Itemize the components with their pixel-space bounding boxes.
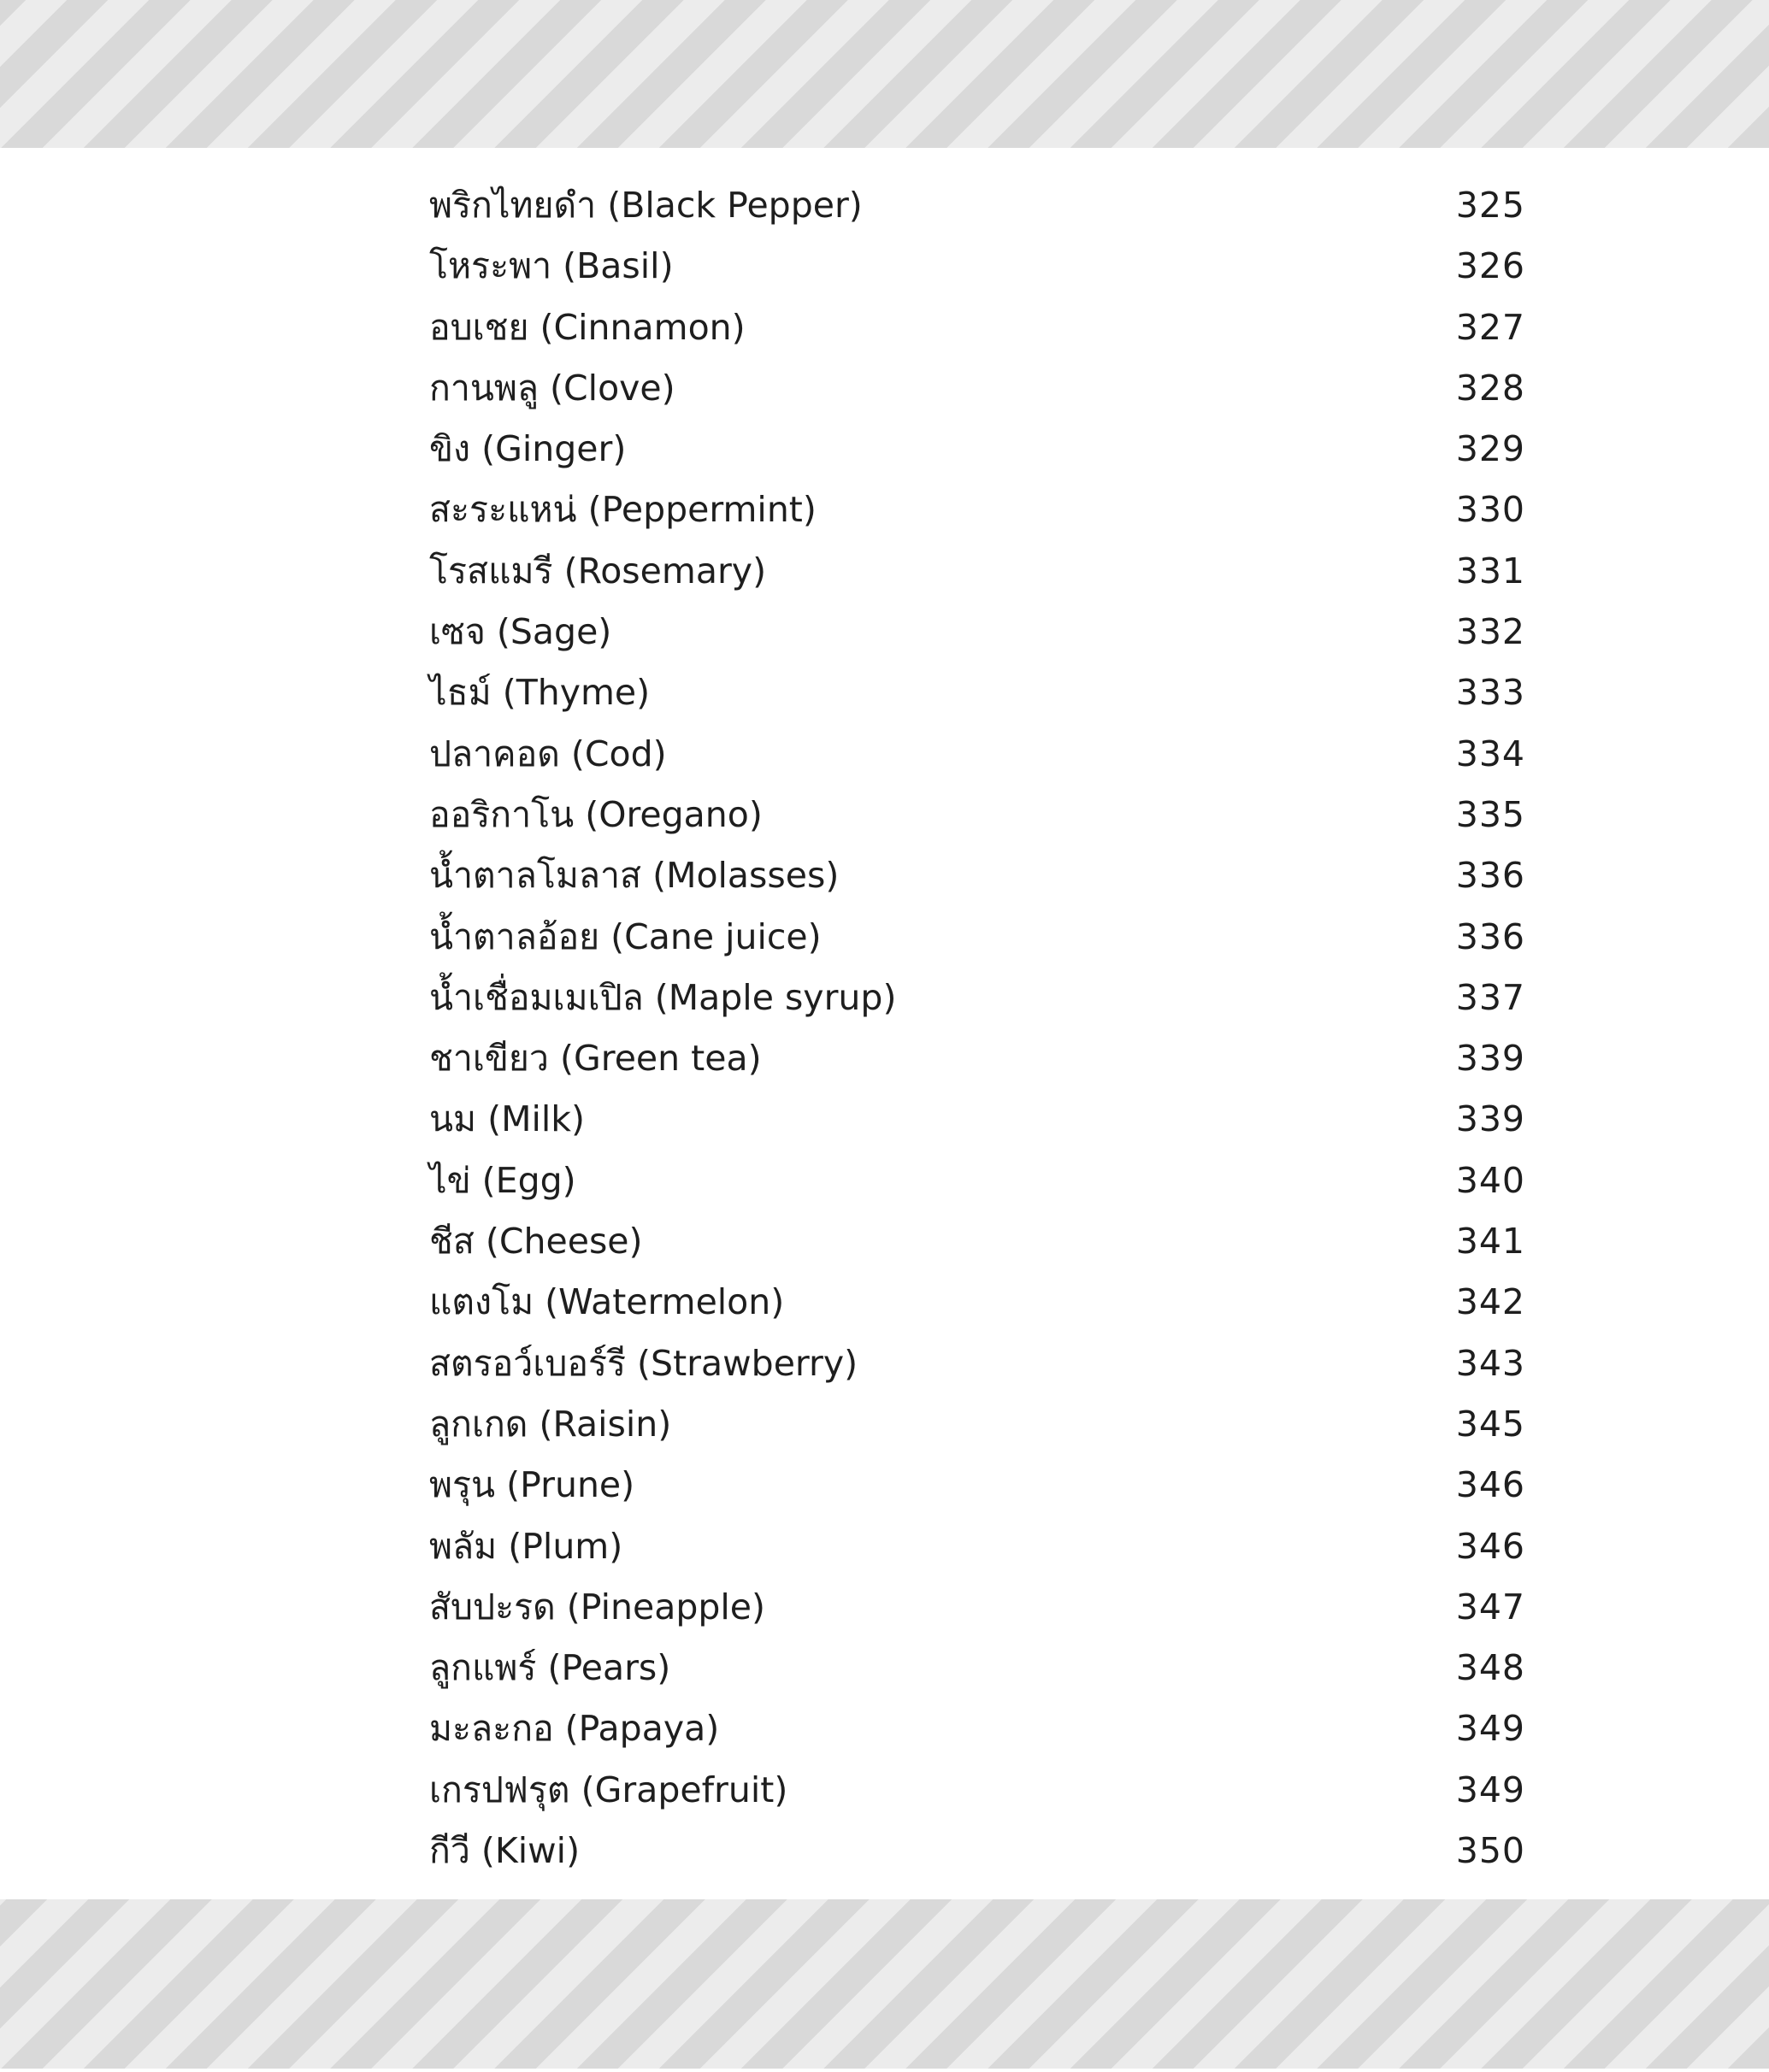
toc-entry-title: น้ำตาลโมลาส (Molasses) <box>429 855 840 897</box>
toc-page-number: 350 <box>1455 1830 1525 1872</box>
toc-page-number: 331 <box>1455 550 1525 592</box>
toc-page-number: 334 <box>1455 733 1525 774</box>
toc-entry-title: ปลาคอด (Cod) <box>429 733 667 774</box>
toc-page-number: 327 <box>1455 306 1525 348</box>
toc-page-number: 342 <box>1455 1281 1525 1323</box>
toc-entry <box>429 358 1525 419</box>
toc-page-number: 341 <box>1455 1221 1525 1263</box>
toc-entry-title: พรุน (Prune) <box>429 1464 635 1506</box>
toc-page-number: 326 <box>1455 245 1525 287</box>
toc-page-number: 339 <box>1455 1098 1525 1140</box>
toc-page-number: 335 <box>1455 793 1525 835</box>
toc-entry-title: โรสแมรี (Rosemary) <box>429 550 767 592</box>
toc-page-number: 347 <box>1455 1586 1525 1628</box>
toc-entry-title: พลัม (Plum) <box>429 1525 623 1567</box>
toc-entry <box>429 1089 1525 1150</box>
decorative-footer-band <box>0 1899 1769 2069</box>
toc-page-number: 328 <box>1455 367 1525 409</box>
toc-entry <box>429 662 1525 723</box>
toc-entry-title: ลูกเกด (Raisin) <box>429 1403 672 1445</box>
toc-entry-title: ลูกแพร์ (Pears) <box>429 1647 671 1689</box>
table-of-contents <box>429 175 1525 1881</box>
toc-page-number: 345 <box>1455 1403 1525 1445</box>
toc-entry-title: กานพลู (Clove) <box>429 367 675 409</box>
toc-page-number: 325 <box>1455 185 1525 226</box>
toc-page-number: 330 <box>1455 489 1525 531</box>
toc-page-number: 346 <box>1455 1464 1525 1506</box>
toc-entry <box>429 297 1525 358</box>
toc-entry <box>429 1760 1525 1821</box>
toc-entry <box>429 1151 1525 1211</box>
decorative-header-band <box>0 0 1769 148</box>
toc-page-number: 339 <box>1455 1038 1525 1080</box>
toc-entry <box>429 785 1525 845</box>
toc-entry-title: สะระแหน่ (Peppermint) <box>429 489 817 531</box>
toc-entry <box>429 1211 1525 1272</box>
toc-entry <box>429 1516 1525 1577</box>
toc-entry <box>429 541 1525 602</box>
toc-entry-title: นม (Milk) <box>429 1098 585 1140</box>
toc-entry-title: ออริกาโน (Oregano) <box>429 793 763 835</box>
toc-entry-title: น้ำเชื่อมเมเปิล (Maple syrup) <box>429 976 897 1018</box>
toc-entry <box>429 1577 1525 1638</box>
toc-entry-title: ชาเขียว (Green tea) <box>429 1038 762 1080</box>
toc-entry-title: ไข่ (Egg) <box>429 1159 576 1201</box>
toc-entry-title: โหระพา (Basil) <box>429 245 674 287</box>
page-bottom-edge <box>0 2069 1769 2072</box>
toc-page-number: 343 <box>1455 1342 1525 1384</box>
toc-entry-title: น้ำตาลอ้อย (Cane juice) <box>429 915 822 957</box>
toc-entry-title: ชีส (Cheese) <box>429 1221 643 1263</box>
toc-page-number: 349 <box>1455 1708 1525 1750</box>
toc-entry <box>429 968 1525 1028</box>
toc-entry-title: สตรอว์เบอร์รี (Strawberry) <box>429 1342 858 1384</box>
toc-entry <box>429 1638 1525 1698</box>
toc-page-number: 336 <box>1455 915 1525 957</box>
toc-entry <box>429 1272 1525 1333</box>
toc-entry <box>429 724 1525 785</box>
toc-entry <box>429 1698 1525 1759</box>
toc-page-number: 349 <box>1455 1769 1525 1810</box>
toc-entry-title: อบเชย (Cinnamon) <box>429 306 746 348</box>
toc-entry-title: ขิง (Ginger) <box>429 428 627 470</box>
toc-page-number: 340 <box>1455 1159 1525 1201</box>
toc-entry <box>429 1394 1525 1455</box>
toc-entry <box>429 236 1525 297</box>
toc-entry <box>429 907 1525 968</box>
toc-page-number: 332 <box>1455 611 1525 653</box>
toc-entry <box>429 1028 1525 1089</box>
toc-page-number: 348 <box>1455 1647 1525 1689</box>
toc-entry-title: พริกไทยดำ (Black Pepper) <box>429 185 863 226</box>
toc-page-number: 329 <box>1455 428 1525 470</box>
toc-entry <box>429 845 1525 906</box>
toc-entry <box>429 1455 1525 1516</box>
toc-entry-title: สับปะรด (Pineapple) <box>429 1586 765 1628</box>
toc-page-number: 337 <box>1455 976 1525 1018</box>
toc-page-number: 333 <box>1455 672 1525 714</box>
toc-entry <box>429 1333 1525 1394</box>
toc-entry-title: เซจ (Sage) <box>429 611 612 653</box>
toc-entry <box>429 602 1525 662</box>
toc-entry <box>429 480 1525 540</box>
toc-entry <box>429 1821 1525 1881</box>
toc-entry-title: ไธม์ (Thyme) <box>429 672 651 714</box>
toc-entry-title: กีวี (Kiwi) <box>429 1830 581 1872</box>
toc-entry <box>429 175 1525 236</box>
toc-entry-title: เกรปฟรุต (Grapefruit) <box>429 1769 788 1810</box>
toc-entry <box>429 419 1525 480</box>
toc-entry-title: แตงโม (Watermelon) <box>429 1281 785 1323</box>
toc-entry-title: มะละกอ (Papaya) <box>429 1708 720 1750</box>
toc-page-number: 346 <box>1455 1525 1525 1567</box>
toc-page-number: 336 <box>1455 855 1525 897</box>
